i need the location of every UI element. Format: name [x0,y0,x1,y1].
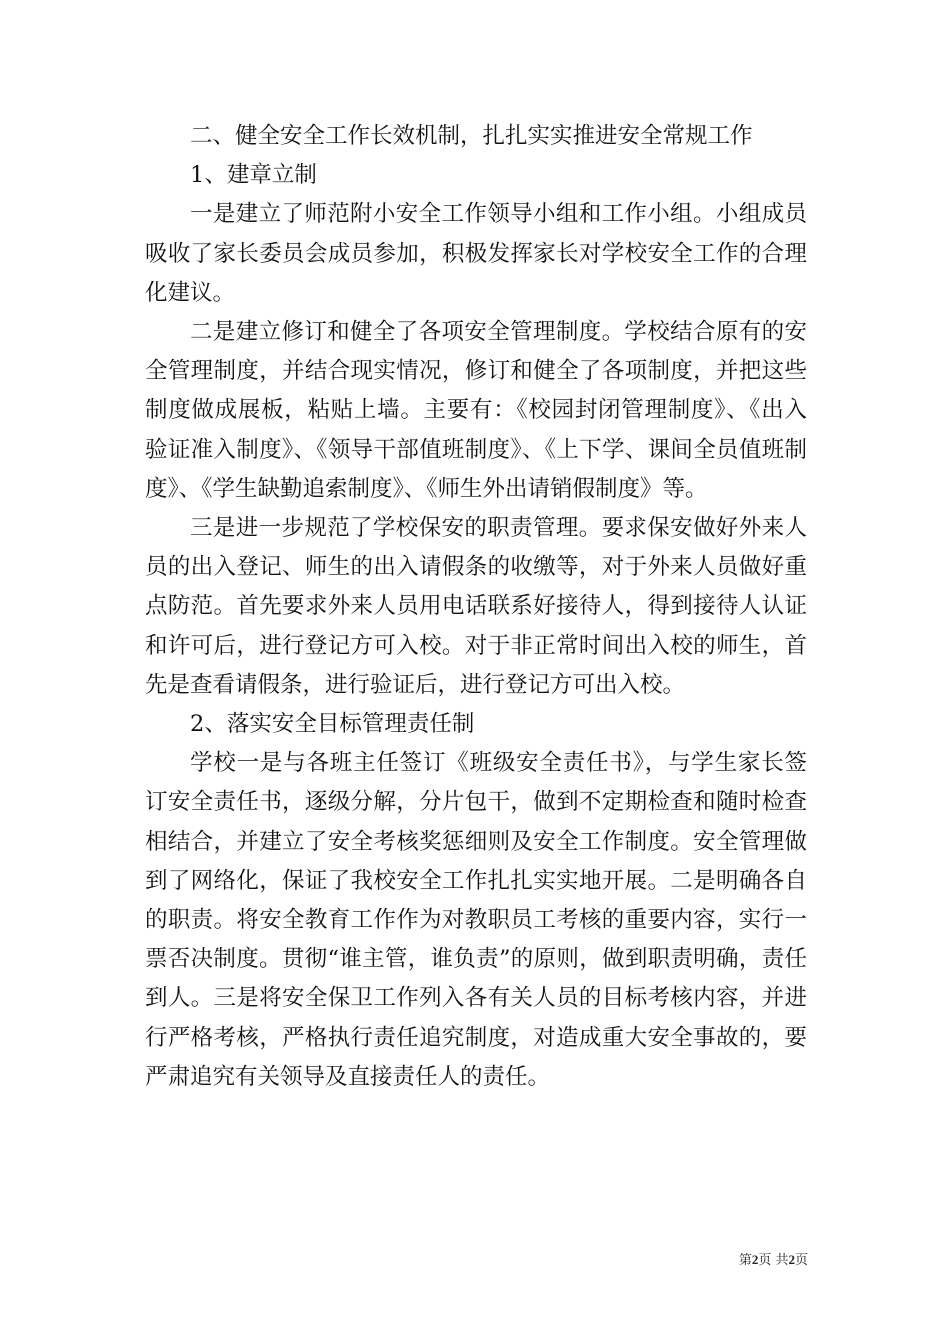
paragraph-responsibility: 学校一是与各班主任签订《班级安全责任书》，与学生家长签订安全责任书，逐级分解，分片包干，做到不定期检查和随时检查相结合，并建立了安全考核奖惩细则及安全工作制度。安全管理做到了网络化，保证了我校安全工作扎扎实实地开展。二是明确各自的职责。将安全教育工作作为对教职员工考核的重要内容，实行一票否决制度。贯彻“谁主管，谁负责”的原则，做到职责明确，责任到人。三是将安全保卫工作列入各有关人员的目标考核内容，并进行严格考核，严格执行责任追究制度，对造成重大安全事故的，要严肃追究有关领导及直接责任人的责任。 [145,750,807,1090]
document-body [145,117,807,1097]
page-number-footer [739,1252,808,1269]
paragraph-management-rules: 二是建立修订和健全了各项安全管理制度。学校结合原有的安全管理制度，并结合现实情况，修订和健全了各项制度，并把这些制度做成展板，粘贴上墙。主要有：《校园封闭管理制度》、《出入验证准入制度》、《领导干部值班制度》、《上下学、课间全员值班制度》、《学生缺勤追索制度》、《师生外出请销假制度》等。 [145,319,807,502]
subsection-heading-1: 1、建章立制 [190,162,317,189]
subsection-heading-2: 2、落实安全目标管理责任制 [190,711,475,738]
paragraph-security-guard: 三是进一步规范了学校保安的职责管理。要求保安做好外来人员的出入登记、师生的出入请假条的收缴等，对于外来人员做好重点防范。首先要求外来人员用电话联系好接待人，得到接待人认证和许可后，进行登记方可入校。对于非正常时间出入校的师生，首先是查看请假条，进行验证后，进行登记方可出入校。 [145,515,807,698]
paragraph-leadership-group: 一是建立了师范附小安全工作领导小组和工作小组。小组成员吸收了家长委员会成员参加，积极发挥家长对学校安全工作的合理化建议。 [145,201,807,306]
footer-current-page: 2 [751,1252,759,1267]
footer-prefix: 第 [738,1253,752,1268]
footer-middle: 页 共 [758,1253,789,1268]
section-heading: 二、健全安全工作长效机制，扎扎实实推进安全常规工作 [190,123,753,149]
footer-suffix: 页 [794,1253,808,1268]
footer-total-pages: 2 [788,1252,795,1267]
